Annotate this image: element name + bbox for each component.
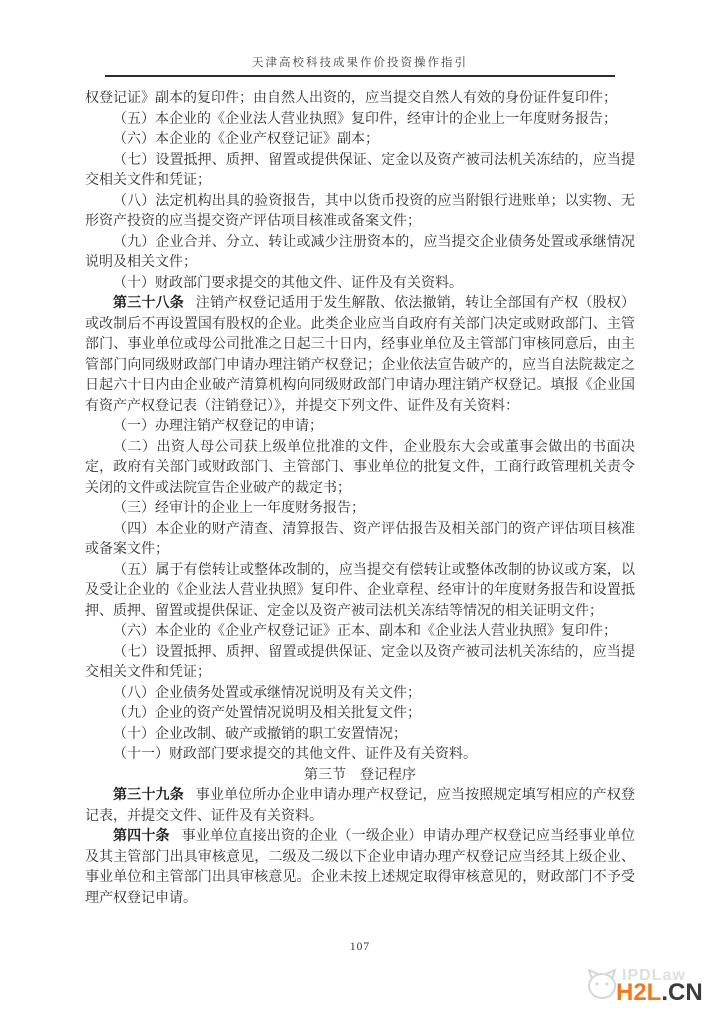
paragraph: （五）属于有偿转让或整体改制的，应当提交有偿转让或整体改制的协议或方案，以及受让企业的《企业法人营业执照》复印件、企业章程、经审计的年度财务报告和设置抵押、质押、留置或提供保证、定金以及资产被司法机关冻结等情况的相关证明文件；	[85, 562, 635, 619]
watermark-brand-name: H2L	[616, 979, 662, 1006]
article-number: 第四十条	[113, 829, 170, 844]
page-number: 107	[349, 941, 371, 953]
watermark-brand-domain: .CN	[661, 979, 703, 1006]
paragraph: （五）本企业的《企业法人营业执照》复印件，经审计的企业上一年度财务报告；	[113, 111, 617, 127]
article-number: 第三十八条	[113, 296, 184, 311]
document-body	[85, 89, 635, 909]
paragraph: （四）本企业的财产清查、清算报告、资产评估报告及相关部门的资产评估项目核准或备案文件；	[85, 521, 635, 557]
paragraph: （六）本企业的《企业产权登记证》正本、副本和《企业法人营业执照》复印件；	[113, 624, 617, 639]
watermark-faint-text: IPDLaw	[622, 967, 686, 984]
header-divider	[105, 75, 615, 77]
paragraph: （九）企业合并、分立、转让或减少注册资本的，应当提交企业债务处置或承继情况说明及相关文件；	[85, 234, 635, 270]
paragraph: 权登记证》副本的复印件；由自然人出资的，应当提交自然人有效的身份证件复印件；	[85, 91, 617, 106]
paragraph: （一）办理注销产权登记的申请；	[113, 419, 323, 434]
article-number: 第三十九条	[113, 788, 184, 803]
paragraph: （二）出资人母公司获上级单位批准的文件，企业股东大会或董事会做出的书面决定，政府有关部门或财政部门、主管部门、事业单位的批复文件，工商行政管理机关责令关闭的文件或法院宣告企业破产的裁定书；	[85, 439, 635, 496]
paragraph: （八）法定机构出具的验资报告，其中以货币投资的应当附银行进账单；以实物、无形资产投资的应当提交资产评估项目核准或备案文件；	[85, 193, 635, 229]
watermark-brand	[616, 979, 703, 1007]
paragraph: （三）经审计的企业上一年度财务报告；	[113, 501, 365, 516]
paragraph: 第三十九条 事业单位所办企业申请办理产权登记，应当按照规定填写相应的产权登记表，并提交文件、证件及有关资料。	[85, 788, 636, 824]
paragraph: 第三十八条 注销产权登记适用于发生解散、依法撤销，转让全部国有产权（股权）或改制后不再设置国有股权的企业。此类企业应当自政府有关部门决定或财政部门、主管部门、事业单位或母公司批准之日起三十日内，经事业单位及主管部门审核同意后，由主管部门向同级财政部门申请办理注销产权登记；企业依法宣告破产的，应当自法院裁定之日起六十日内由企业破产清算机构向同级财政部门申请办理注销产权登记。填报《企业国有资产产权登记表（注销登记）》，并提交下列文件、证件及有关资料：	[85, 296, 636, 414]
paragraph: （七）设置抵押、质押、留置或提供保证、定金以及资产被司法机关冻结的，应当提交相关文件和凭证；	[85, 152, 635, 188]
cat-face-icon	[585, 968, 619, 1005]
paragraph: （九）企业的资产处置情况说明及相关批复文件；	[113, 706, 421, 721]
section-heading: 第三节 登记程序	[304, 767, 416, 783]
paragraph: （六）本企业的《企业产权登记证》副本；	[113, 132, 379, 147]
paragraph: （十）企业改制、破产或撤销的职工安置情况；	[113, 726, 407, 742]
paragraph: 第四十条 事业单位直接出资的企业（一级企业）申请办理产权登记应当经事业单位及其主管部门出具审核意见，二级及二级以下企业申请办理产权登记应当经其上级企业、事业单位和主管部门出具审核意见。企业未按上述规定取得审核意见的，财政部门不予受理产权登记申请。	[85, 829, 636, 906]
page-header-title: 天津高校科技成果作价投资操作指引	[252, 57, 468, 69]
paragraph: （七）设置抵押、质押、留置或提供保证、定金以及资产被司法机关冻结的，应当提交相关文件和凭证；	[85, 644, 635, 680]
paragraph: （八）企业债务处置或承继情况说明及有关文件；	[113, 685, 421, 701]
paragraph: （十）财政部门要求提交的其他文件、证件及有关资料。	[113, 275, 463, 291]
watermark	[585, 966, 715, 1008]
paragraph: （十一）财政部门要求提交的其他文件、证件及有关资料。	[113, 747, 477, 762]
